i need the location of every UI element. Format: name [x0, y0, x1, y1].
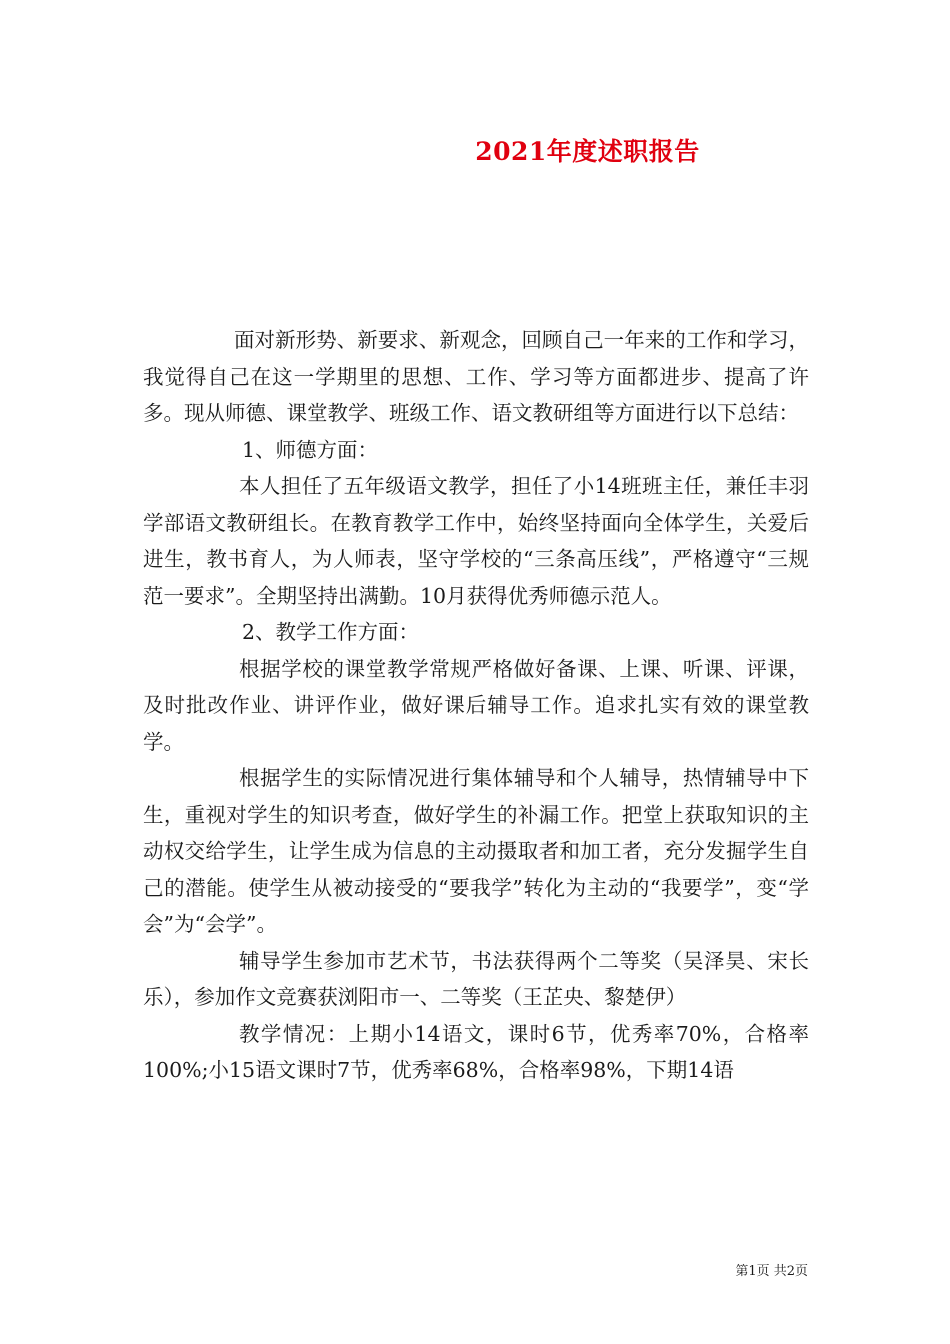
- paragraph-awards: 辅导学生参加市艺术节，书法获得两个二等奖（吴泽昊、宋长乐），参加作文竞赛获浏阳市一、二等奖（王芷央、黎楚伊）: [143, 948, 809, 1009]
- section-heading-ethics: 1、师德方面：: [242, 437, 379, 462]
- paragraph-intro: 面对新形势、新要求、新观念，回顾自己一年来的工作和学习，我觉得自己在这一学期里的思想、工作、学习等方面都进步、提高了许多。现从师德、课堂教学、班级工作、语文教研组等方面进行以下总结：: [143, 328, 809, 425]
- paragraph-teaching-routine: 根据学校的课堂教学常规严格做好备课、上课、听课、评课，及时批改作业、讲评作业，做好课后辅导工作。追求扎实有效的课堂教学。: [143, 656, 809, 754]
- paragraph-teaching-tutoring: 根据学生的实际情况进行集体辅导和个人辅导，热情辅导中下生，重视对学生的知识考查，做好学生的补漏工作。把堂上获取知识的主动权交给学生，让学生成为信息的主动摄取者和加工者，充分发掘学生自己的潜能。使学生从被动接受的“要我学”转化为主动的“我要学”，变“学会”为“会学”。: [143, 766, 809, 936]
- paragraph-stats: 教学情况：上期小14语文，课时6节，优秀率70%，合格率100%;小15语文课时7节，优秀率68%，合格率98%，下期14语: [143, 1021, 809, 1082]
- page-number-footer: 第1页 共2页: [735, 1264, 808, 1279]
- paragraph-ethics: 本人担任了五年级语文教学，担任了小14班班主任，兼任丰羽学部语文教研组长。在教育教学工作中，始终坚持面向全体学生，关爱后进生，教书育人，为人师表，坚守学校的“三条高压线”，严格遵守“三规范一要求”。全期坚持出满勤。10月获得优秀师德示范人。: [143, 474, 809, 608]
- document-title: 2021年度述职报告: [475, 137, 700, 166]
- document-body: [143, 322, 809, 1089]
- section-heading-teaching: 2、教学工作方面：: [242, 620, 420, 644]
